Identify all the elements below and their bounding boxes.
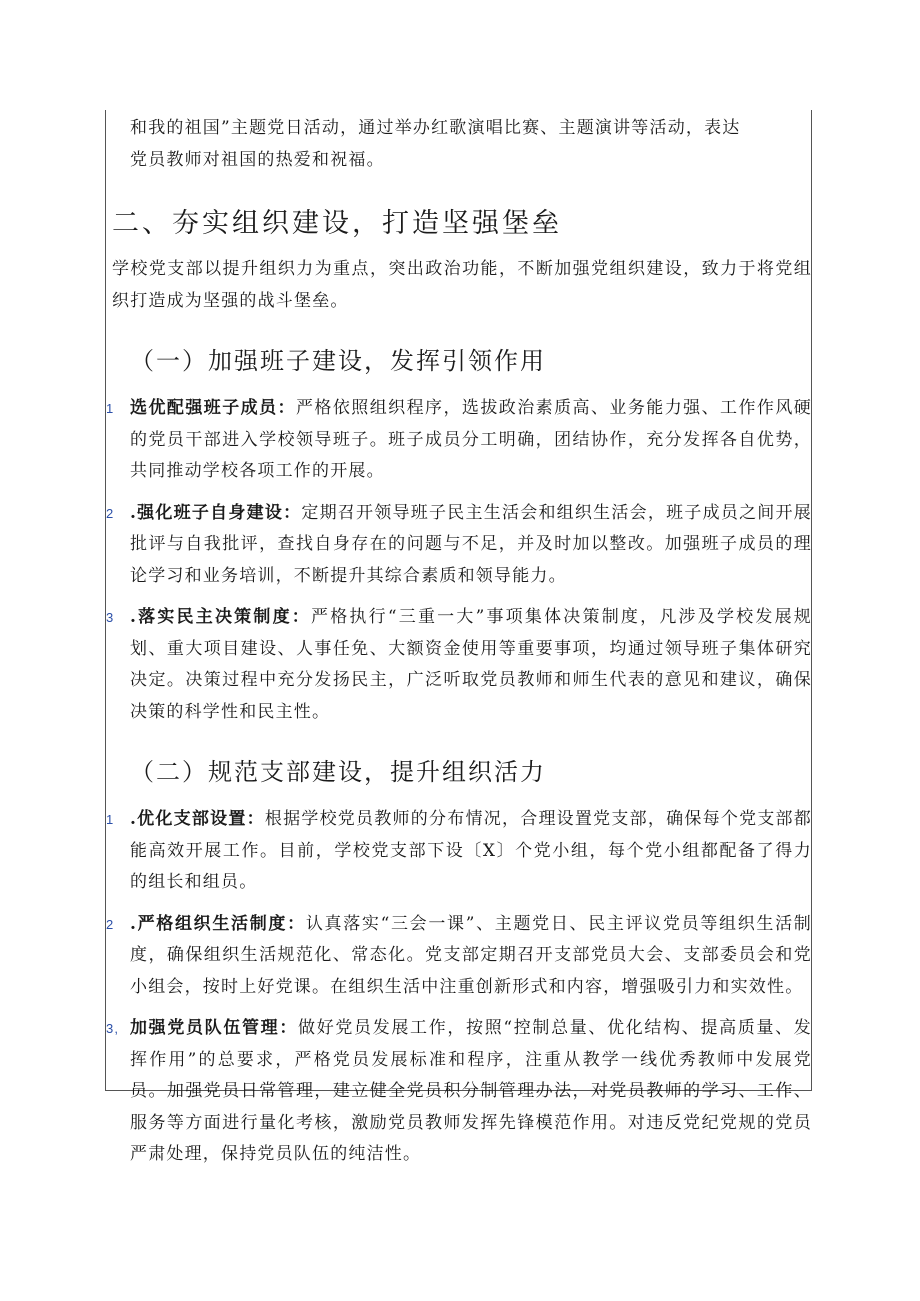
item-number: 2 <box>106 916 115 932</box>
item-text: 严格执行“三重一大”事项集体决策制度，凡涉及学校发展规划、重大项目建设、人事任免、大额资金使用等重要事项，均通过领导班子集体研究决定。决策过程中充分发扬民主，广泛听取党员教师和师生代表的意见和建议，确保决策的科学性和民主性。 <box>130 607 812 722</box>
item-number: 1 <box>106 401 115 416</box>
list-item <box>106 909 812 1004</box>
item-prefix: . <box>130 607 138 627</box>
item-text: 做好党员发展工作，按照“控制总量、优化结构、提高质量、发挥作用”的总要求，严格党员发展标准和程序，注重从教学一线优秀教师中发展党员。加强党员日常管理，建立健全党员积分制管理办法，对党员教师的学习、工作、服务等方面进行量化考核，激励党员教师发挥先锋模范作用。对违反党纪党规的党员严肃处理，保持党员队伍的纯洁性。 <box>130 1018 812 1164</box>
item-text: 根据学校党员教师的分布情况，合理设置党支部，确保每个党支部都能高效开展工作。目前，学校党支部下设〔X〕个党小组，每个党小组都配备了得力的组长和组员。 <box>130 809 812 892</box>
item-prefix: . <box>130 809 138 829</box>
item-text: 定期召开领导班子民主生活会和组织生活会，班子成员之间开展批评与自我批评，查找自身存在的问题与不足，并及时加以整改。加强班子成员的理论学习和业务培训，不断提升其综合素质和领导能力。 <box>130 502 812 586</box>
item-lead: 选优配强班子成员： <box>130 398 296 418</box>
item-lead: 加强党员队伍管理： <box>130 1018 299 1038</box>
item-number: 3, <box>106 1021 120 1036</box>
item-lead: 强化班子自身建设： <box>137 502 302 523</box>
list-item <box>106 602 812 728</box>
item-lead: 落实民主决策制度： <box>137 607 312 627</box>
item-number: 2 <box>106 505 115 521</box>
list-item <box>106 1013 812 1171</box>
list-item <box>106 393 812 488</box>
sub2-title: （二）规范支部建设，提升组织活力 <box>130 758 546 786</box>
item-number: 1 <box>106 812 115 827</box>
document-body <box>106 113 812 1181</box>
intro-tail-line2: 党员教师对祖国的热爱和祝福。 <box>130 149 385 170</box>
list-item <box>106 804 812 899</box>
item-prefix: . <box>130 913 138 934</box>
item-prefix: . <box>130 502 138 523</box>
item-lead: 严格组织生活制度： <box>137 913 306 934</box>
sub1-title: （一）加强班子建设，发挥引领作用 <box>130 347 546 375</box>
item-number: 3 <box>106 610 115 625</box>
intro-tail-line1: 和我的祖国”主题党日活动，通过举办红歌演唱比赛、主题演讲等活动，表达 <box>130 118 741 138</box>
section2-title: 二、夯实组织建设，打造坚强堡垒 <box>112 208 562 239</box>
list-item <box>106 498 812 593</box>
item-text: 认真落实“三会一课”、主题党日、民主评议党员等组织生活制度，确保组织生活规范化、常态化。党支部定期召开支部党员大会、支部委员会和党小组会，按时上好党课。在组织生活中注重创新形式和内容，增强吸引力和实效性。 <box>130 913 812 997</box>
item-text: 严格依照组织程序，选拔政治素质高、业务能力强、工作作风硬的党员干部进入学校领导班子。班子成员分工明确，团结协作，充分发挥各自优势，共同推动学校各项工作的开展。 <box>130 398 812 481</box>
item-lead: 优化支部设置： <box>137 809 265 829</box>
section2-intro: 学校党支部以提升组织力为重点，突出政治功能，不断加强党组织建设，致力于将党组织打造成为坚强的战斗堡垒。 <box>112 259 812 311</box>
